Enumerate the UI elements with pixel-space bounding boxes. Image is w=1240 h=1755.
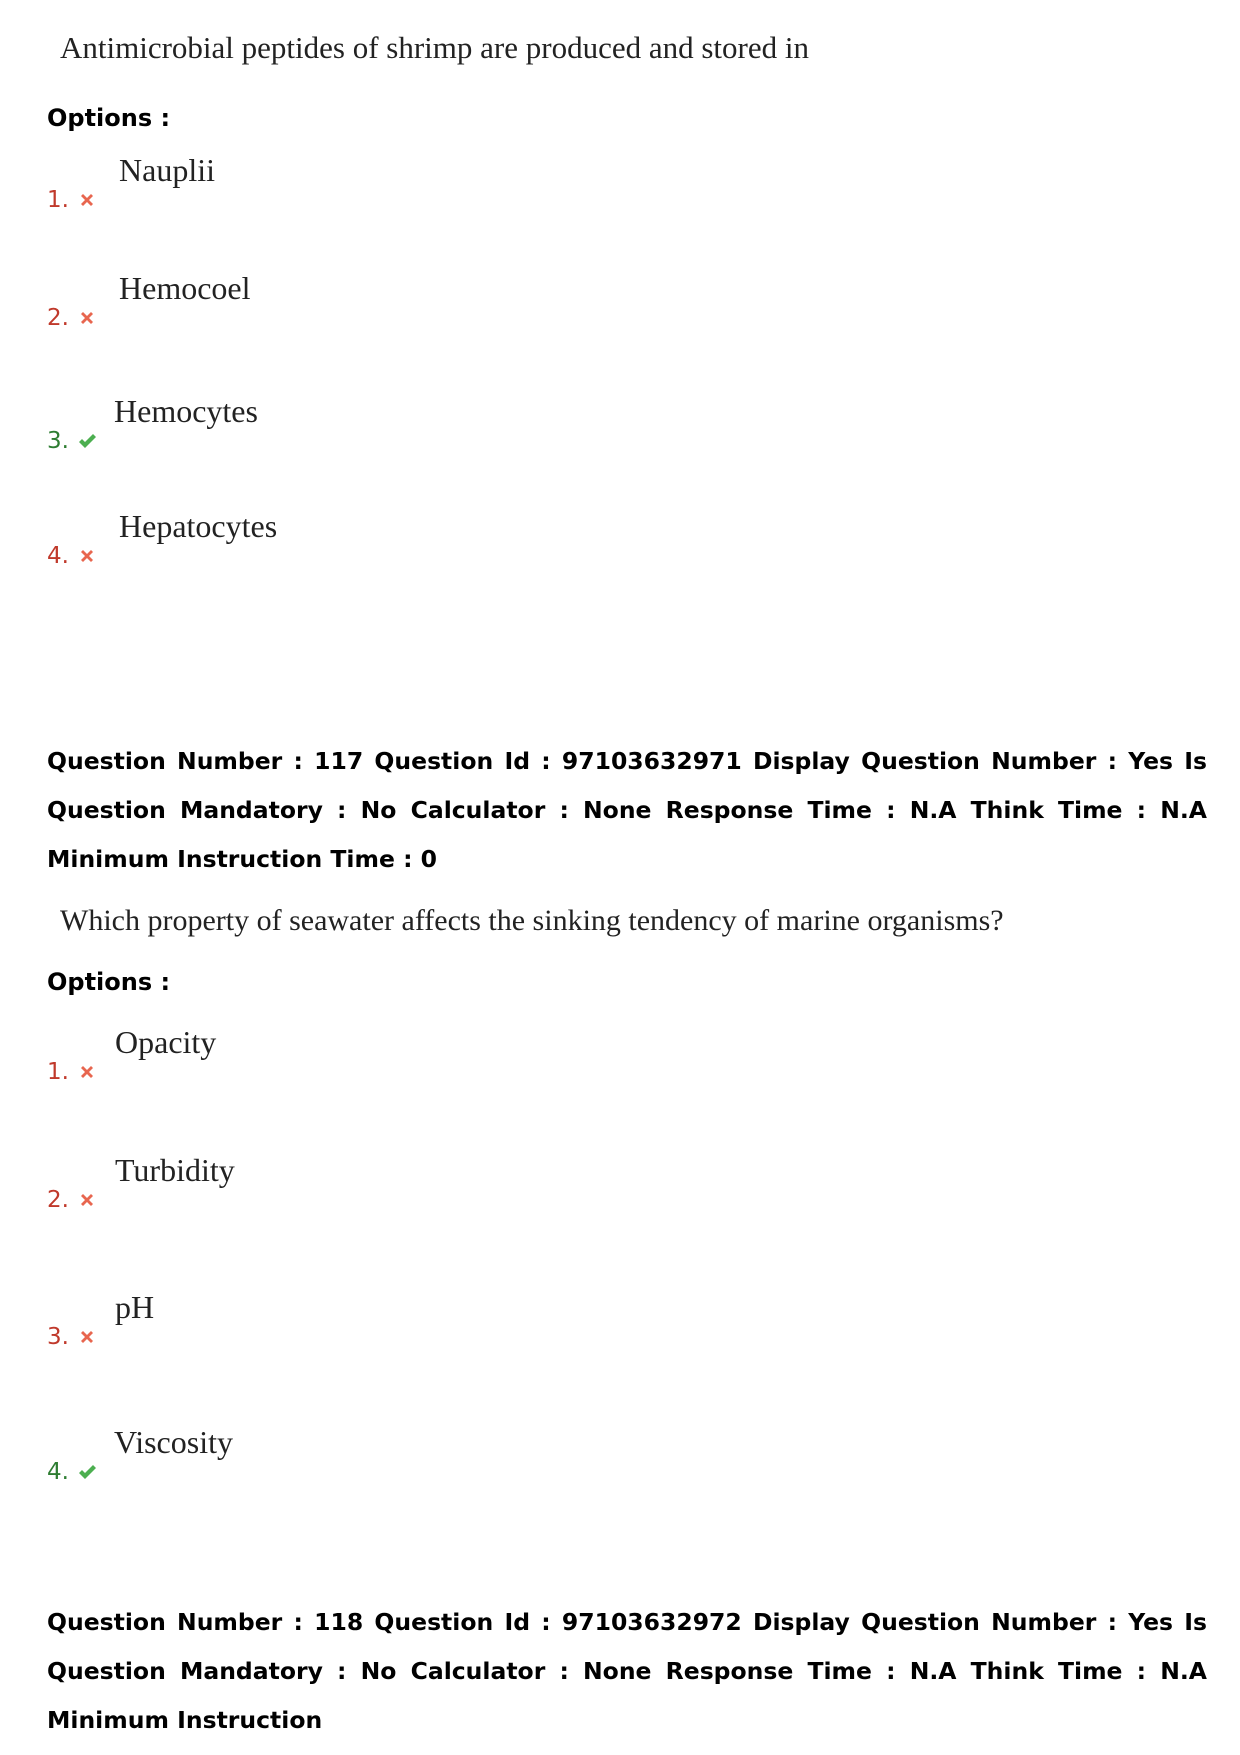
option-item: [47, 1424, 647, 1484]
option-item: [47, 1152, 647, 1212]
option-item: [47, 270, 647, 330]
question-text: Which property of seawater affects the sinking tendency of marine organisms?: [60, 904, 1004, 937]
option-text: Nauplii: [119, 152, 215, 188]
option-text: Hemocytes: [114, 393, 258, 429]
cross-icon: [77, 308, 97, 328]
option-item: [47, 508, 647, 568]
cross-icon: [77, 1062, 97, 1082]
option-text: pH: [115, 1289, 155, 1325]
option-item: [47, 1289, 647, 1349]
option-item: [47, 1024, 647, 1084]
cross-icon: [77, 1190, 97, 1210]
option-number: 1.: [47, 1059, 69, 1085]
options-label: Options :: [47, 104, 171, 132]
cross-icon: [77, 1327, 97, 1347]
question-text: Antimicrobial peptides of shrimp are produced and stored in: [60, 30, 809, 65]
option-number: 1.: [47, 187, 69, 213]
option-text: Opacity: [115, 1024, 217, 1060]
option-text: Turbidity: [115, 1152, 235, 1188]
question-metadata: Question Number : 117 Question Id : 97103632971 Display Question Number : Yes Is Question Mandatory : No Calculator : None Response Time : N.A Think Time : N.A Minimum Instruction Time : 0: [47, 747, 1207, 873]
option-number: 4.: [47, 543, 69, 569]
option-number: 2.: [47, 1187, 69, 1213]
option-number: 2.: [47, 305, 69, 331]
option-text: Viscosity: [114, 1424, 233, 1460]
option-text: Hepatocytes: [119, 508, 278, 544]
cross-icon: [77, 546, 97, 566]
option-number: 4.: [47, 1459, 69, 1485]
option-item: [47, 393, 647, 453]
check-icon: [77, 431, 97, 451]
options-label: Options :: [47, 968, 171, 996]
option-number: 3.: [47, 428, 69, 454]
option-text: Hemocoel: [119, 270, 251, 306]
option-item: [47, 152, 647, 212]
cross-icon: [77, 190, 97, 210]
check-icon: [77, 1462, 97, 1482]
question-metadata: Question Number : 118 Question Id : 97103632972 Display Question Number : Yes Is Question Mandatory : No Calculator : None Response Time : N.A Think Time : N.A Minimum Instruction: [47, 1608, 1207, 1734]
option-number: 3.: [47, 1324, 69, 1350]
